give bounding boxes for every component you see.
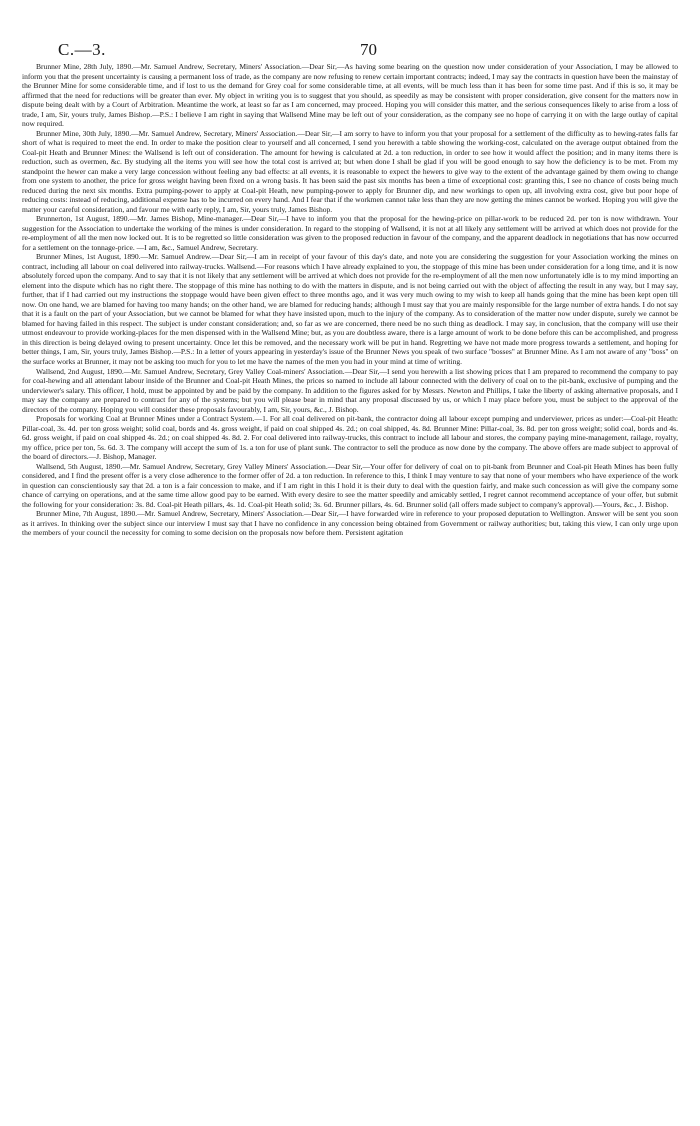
- document-code: C.—3.: [58, 40, 106, 59]
- letter-paragraph: Brunner Mine, 28th July, 1890.—Mr. Samuel Andrew, Secretary, Miners' Association.—Dear Sir,—As having some bearing on the question now under consideration of your Association, I may be allowed to inform you that the present uncertainty is causing a permanent loss of trade, as the company are now refusing to renew certain important contracts; indeed, I may say the contracts in question have been the mainstay of the Brunner Mine for some considerable time, and if lost to us the demand for Grey coal for some considerable time, at all events, will be much less than it has been for some time past. And if this is so, it may be affirmed that the need for reductions will be greater than ever. My object in writing you is to suggest that you should, as speedily as may be consistent with proper consideration, give consent for the matters now in dispute being dealt with by a Court of Arbitration. Meantime the work, at least so far as I am concerned, may proceed. Hoping you will consider this matter, and the serious consequences likely to arise from a loss of trade, I am, Sir, yours truly, James Bishop.—P.S.: I believe I am right in saying that Wallsend Mine may be left out of your consideration, as the company see no hope of carrying it on with the large outlay of capital now required.: [22, 62, 678, 129]
- letter-paragraph: Wallsend, 2nd August, 1890.—Mr. Samuel Andrew, Secretary, Grey Valley Coal-miners' Association.—Dear Sir,—I send you herewith a list showing prices that I am prepared to recommend the company to pay for coal-hewing and all attendant labour inside of the Brunner and Coal-pit Heath Mines, the prices so named to include all labour connected with the delivery of coal on to the pit-bank, exclusive of pumping and the underviewer's salary. This officer, I hold, must be appointed by and be paid by the company. In addition to the figures asked for by Messrs. Newton and Phillips, I take the liberty of asking alternative proposals, and I may say the company are prepared to contract for any of the systems; but you will please bear in mind that any proposal discussed by us, or which I may place before you, must be subject to the approval of the directors of the company. Hoping you will consider these proposals favourably, I am, Sir, yours, &c., J. Bishop.: [22, 366, 678, 414]
- page-header: [22, 0, 678, 62]
- proposals-paragraph: Proposals for working Coal at Brunner Mines under a Contract System.—1. For all coal delivered on pit-bank, the contractor doing all labour except pumping and underviewer, prices as under:—Coal-pit Heath: Pillar-coal, 3s. 4d. per ton gross weight; solid coal, bords and 4s. gross weight, if paid on coal shipped 4s. 2d.; on coal shipped, 4s. 8d. Brunner Mine: Pillar-coal, 3s. 8d. per ton gross weight; solid coal, bords and 4s. 6d. gross weight, if paid on coal shipped 4s. 2d.; on coal shipped 4s. 8d. 2. For coal delivered into railway-trucks, this contract to include all labour and stores, the company paying mine-management, railage, royalty, my office, price per ton, 5s. 6d. 3. The company will accept the sum of 1s. a ton for use of plant sunk. The contractor to sell the produce as now done by the company. The above offers are made subject to approval of the board of directors.—J. Bishop, Manager.: [22, 414, 678, 462]
- page-body: [22, 62, 678, 538]
- letter-paragraph: Wallsend, 5th August, 1890.—Mr. Samuel Andrew, Secretary, Grey Valley Miners' Association.—Dear Sir,—Your offer for delivery of coal on to pit-bank from Brunner and Coal-pit Heath Mines has been fully considered, and I find the present offer is a very close adherence to the former offer of 2d. a ton reduction. In reference to this, I think I may venture to say that none of your members who have experience of the work in question can conscientiously say that 2d. a ton is a fair concession to make, and if I am right in this I hold it is their duty to deal with the question fairly, and make such concession as will give the company some chance of carrying on operations, and at the same time allow good pay to be earned. With every desire to see the matter speedily and amicably settled, I regret cannot recommend acceptance of your offer, but submit the following for your consideration: 3s. 8d. Coal-pit Heath pillars, 4s. 1d. Coal-pit Heath solid; 3s. 6d. Brunner pillars, 4s. 6d. Brunner solid (all offers made subject to company's approval).—Yours, &c., J. Bishop.: [22, 461, 678, 509]
- letter-paragraph: Brunner Mine, 7th August, 1890.—Mr. Samuel Andrew, Secretary, Miners' Association.—Dear Sir,—I have forwarded wire in reference to your proposed deputation to Wellington. Answer will be sent you soon as it arrives. In thinking over the subject since our interview I must say that I have no confidence in any concession being obtained from Government or railway authorities; but, taking this view, I can only urge upon the members of your council the necessity for coming to some decision on the proposals now before them. Persistent agitation: [22, 509, 678, 538]
- letter-paragraph: Brunnerton, 1st August, 1890.—Mr. James Bishop, Mine-manager.—Dear Sir,—I have to inform you that the proposal for the hewing-price on pillar-work to be reduced 2d. per ton is now withdrawn. Your suggestion for the Association to undertake the working of the mines is under consideration. In regard to the stopping of Wallsend, it is not at all likely any settlement will be arrived at which does not provide for the re-employment of all the men now locked out. It is to be regretted so little consideration was given to the proposed reduction in favour of the company, and the apparent deadlock in negotiations that has now occurred for a settlement on the tonnage-price. —I am, &c., Samuel Andrew, Secretary.: [22, 214, 678, 252]
- letter-paragraph: Brunner Mine, 30th July, 1890.—Mr. Samuel Andrew, Secretary, Miners' Association.—Dear Sir,—I am sorry to have to inform you that your proposal for a settlement of the difficulty as to hewing-rates falls far short of what is required to meet the end. In order to make the position clear to yourself and all concerned, I send you herewith a table showing the working-cost, calculated on the average output obtained from the Coal-pit Heath and Brunner Mines: the Wallsend is left out of consideration. The amount for hewing is calculated at 2d. a ton reduction, in order to see how it would affect the position; and in many items there is reduction, such as overmen, &c. By studying all the items you will see how the total cost is arrived at; but when done I shall be glad if you will be good enough to say how the deficiency is to be met. From my standpoint the hewer can make a very large concession without feeling any bad effects: at all events, it is reasonable to expect the hewers to give way to the extent of the advantage gained by them owing to change from one system to another, the price for gross weight having been fixed on a wrong basis. It has been said the past six months has been a time of exceptional cost: granting this, I see no chance of costs being much reduced during the next six months. Extra pumping-power to apply at Coal-pit Heath, new pumping-power to apply for Brunner dip, and new workings to open up, all involving extra cost, give but poor hope of reducing costs: instead of reducing, additional expense has to be incurred on every hand. And I fear that if the workmen cannot take less than they are now getting the mines cannot be worked. Hoping you will give the matter your careful consideration, and favour me with early reply, I am, Sir, yours truly, James Bishop.: [22, 128, 678, 214]
- page-number: 70: [360, 40, 377, 59]
- letter-paragraph: Brunner Mines, 1st August, 1890.—Mr. Samuel Andrew.—Dear Sir,—I am in receipt of your favour of this day's date, and note you are considering the suggestion for your Association working the mines on contract, including all labour on coal delivered into railway-trucks. Wallsend.—For reasons which I have already explained to you, the stoppage of this mine has been under consideration for a long time, and it is now absolutely forced upon the company. And to say that it is not likely that any settlement will be arrived at which does not provide for the re-employment of all the men now unfortunately idle is to my mind importing an element into the dispute which has no right there. The stoppage of this mine has nothing to do with the matters in dispute, and is not being carried out with the object of affecting the result in any way, but I may say, further, that if I had carried out my instructions the stoppage would have been given effect to three months ago, and it was very much owing to my wish to keep all hands going that the mine has been kept open till now. On one hand, we are blamed for having too many hands; on the other hand, we are blamed for reducing hands; although I must say that you are mainly responsible for the large number of extra hands. I do not say that it is a fault on the part of your Association, but we cannot be blamed for what they have insisted upon, much to the injury of the company. As to consideration of the matter now under dispute, surely we cannot be blamed for having failed in this respect. The subject is under constant consideration; and, so far as we are concerned, there need be no such thing as deadlock. I may say, in conclusion, that the company will use their utmost endeavour to provide working-places for the men dispensed with in the Wallsend Mine; but, as you are doubtless aware, there is a large amount of work to be done before this can be accomplished, and progress in this direction is being delayed owing to present uncertainty. Once let this be removed, and the necessary work will be put in hand. Regretting we have not made more progress towards a settlement, and hoping for better things, I am, Sir, yours truly, James Bishop.—P.S.: In a letter of yours appearing in yesterday's issue of the Brunner News you speak of two surface "bosses" at Brunner Mine. As I am not aware of any "boss" on the surface works at Brunner, it may not be asking too much for you to let me have the names of the men you had in your mind at time of writing.: [22, 252, 678, 366]
